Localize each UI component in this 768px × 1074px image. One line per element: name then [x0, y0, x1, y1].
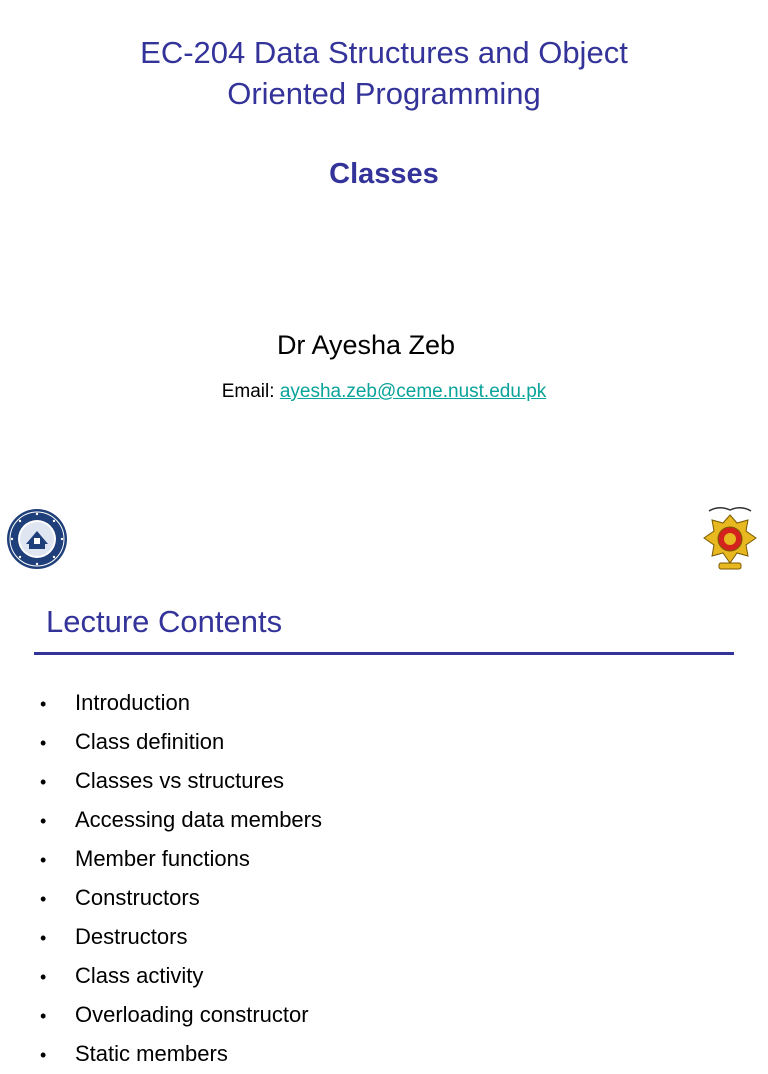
bullet-icon: • — [40, 967, 47, 987]
bullet-icon: • — [40, 733, 47, 753]
contents-heading: Lecture Contents — [46, 604, 283, 639]
contents-item-label: Constructors — [75, 885, 200, 910]
contents-item-label: Introduction — [75, 690, 190, 715]
bullet-icon: • — [40, 889, 47, 909]
bullet-icon: • — [40, 1045, 47, 1065]
bullet-icon: • — [40, 772, 47, 792]
contents-item-label: Class definition — [75, 729, 225, 754]
heading-divider — [34, 652, 734, 655]
lecture-subject: Classes — [329, 158, 439, 190]
contents-item-label: Class activity — [75, 963, 204, 988]
bullet-icon: • — [40, 928, 47, 948]
contents-list-item — [40, 957, 322, 996]
contents-list-item — [40, 840, 322, 879]
bullet-icon: • — [40, 1006, 47, 1026]
course-title-line-1: EC-204 Data Structures and Object — [140, 35, 628, 70]
contents-item-label: Static members — [75, 1041, 228, 1066]
contents-list-item — [40, 723, 322, 762]
contents-list-item — [40, 918, 322, 957]
college-crest-logo — [699, 505, 761, 573]
university-seal-logo — [6, 508, 68, 570]
contents-list-item — [40, 879, 322, 918]
contents-list-item — [40, 684, 322, 723]
email-line — [0, 380, 768, 404]
course-title-line-2: Oriented Programming — [227, 76, 541, 111]
contents-list-item — [40, 801, 322, 840]
bullet-icon: • — [40, 694, 47, 714]
contents-list-item — [40, 996, 322, 1035]
contents-item-label: Accessing data members — [75, 807, 322, 832]
contents-list-item — [40, 762, 322, 801]
bullet-icon: • — [40, 850, 47, 870]
author-name: Dr Ayesha Zeb — [276, 330, 456, 360]
email-link[interactable]: ayesha.zeb@ceme.nust.edu.pk — [279, 381, 547, 402]
contents-item-label: Classes vs structures — [75, 768, 285, 793]
contents-list — [40, 684, 322, 1074]
course-title — [0, 32, 768, 114]
contents-item-label: Overloading constructor — [75, 1002, 309, 1027]
contents-slide — [0, 596, 768, 1066]
contents-list-item — [40, 1035, 322, 1074]
contents-item-label: Member functions — [75, 846, 250, 871]
contents-item-label: Destructors — [75, 924, 188, 949]
bullet-icon: • — [40, 811, 47, 831]
email-label: Email: — [221, 381, 280, 402]
